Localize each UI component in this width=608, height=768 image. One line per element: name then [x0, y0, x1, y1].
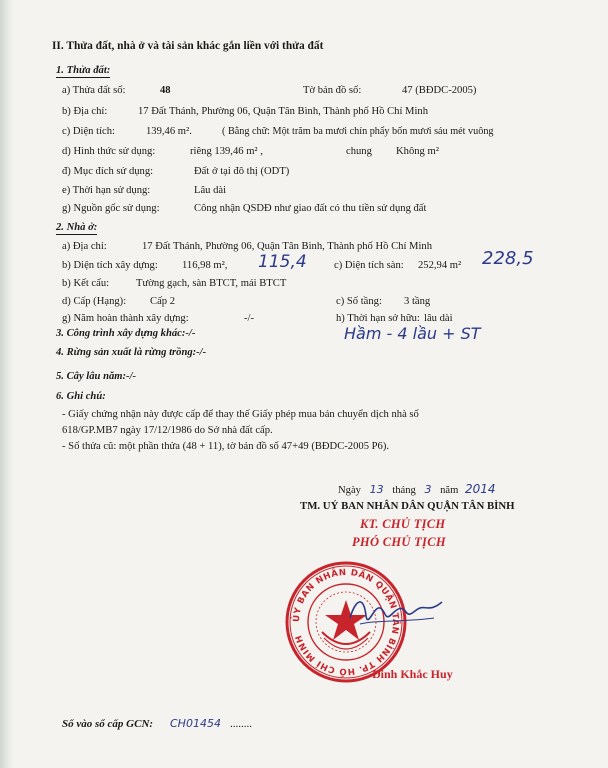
perennial-heading: 5. Cây lâu năm:-/-	[56, 371, 137, 382]
house-floors-label: c) Số tầng:	[336, 296, 382, 307]
house-completion-label: g) Năm hoàn thành xây dựng:	[62, 313, 189, 324]
land-area-value: 139,46 m².	[146, 126, 192, 137]
house-built-area-handwritten: 115,4	[258, 252, 307, 272]
land-parcel-label: a) Thửa đất số:	[62, 85, 126, 96]
land-term-label: e) Thời hạn sử dụng:	[62, 185, 151, 196]
land-heading: 1. Thửa đất:	[56, 65, 111, 76]
land-usage-private: riêng 139,46 m² ,	[190, 146, 263, 157]
land-usage-shared-value: Không m²	[396, 146, 439, 157]
notes-line-2: 618/GP.MB7 ngày 17/12/1986 do Sở nhà đất cấp.	[62, 425, 273, 436]
registry-dotted-line: ........	[230, 718, 252, 730]
house-address-label: a) Địa chỉ:	[62, 241, 107, 252]
seal-text: ỦY BAN NHÂN DÂN QUẬN TÂN BÌNH TP. HỒ CHÍ MINH	[291, 567, 401, 677]
land-area-words: ( Bằng chữ: Một trăm ba mươi chín phẩy bốn mươi sáu mét vuông	[222, 126, 494, 137]
house-floors-value: 3 tầng	[404, 296, 431, 307]
date-year-label: năm	[440, 485, 459, 496]
house-grade-label: d) Cấp (Hạng):	[62, 296, 127, 307]
house-completion-value: -/-	[244, 313, 254, 324]
signer-name: Đinh Khắc Huy	[372, 667, 453, 681]
land-term-value: Lâu dài	[194, 185, 227, 196]
page-edge-shadow	[0, 0, 14, 768]
date-prefix: Ngày	[338, 485, 361, 496]
date-year: 2014	[465, 482, 496, 496]
land-map-sheet-value: 47 (BĐDC-2005)	[402, 85, 477, 96]
construction-heading: 3. Công trình xây dựng khác:-/-	[56, 328, 196, 339]
land-origin-value: Công nhận QSDĐ như giao đất có thu tiền sử dụng đất	[194, 203, 427, 214]
house-ownership-term-value: lâu dài	[424, 313, 453, 324]
land-purpose-label: đ) Mục đích sử dụng:	[62, 166, 154, 177]
house-built-area-label: b) Diện tích xây dựng:	[62, 260, 158, 271]
registry-label: Số vào sổ cấp GCN:	[62, 718, 154, 730]
house-floor-area-handwritten: 228,5	[482, 248, 534, 269]
signature-icon	[346, 588, 446, 636]
forest-heading: 4. Rừng sản xuất là rừng trồng:-/-	[56, 347, 207, 358]
house-structure-label: b) Kết cấu:	[62, 278, 110, 289]
house-floor-area-label: c) Diện tích sàn:	[334, 260, 404, 271]
signature-date	[338, 483, 496, 497]
date-month: 3	[424, 483, 432, 496]
construction-handwritten-note: Hầm - 4 lầu + ST	[344, 324, 481, 343]
notes-line-1: - Giấy chứng nhận này được cấp để thay thế Giấy phép mua bán chuyển dịch nhà số	[62, 409, 419, 420]
date-month-label: tháng	[392, 485, 416, 496]
signature-authority: TM. UỶ BAN NHÂN DÂN QUẬN TÂN BÌNH	[300, 500, 515, 512]
land-area-label: c) Diện tích:	[62, 126, 115, 137]
registry-value: CH01454	[170, 717, 221, 730]
land-usage-form-label: d) Hình thức sử dụng:	[62, 146, 156, 157]
house-floor-area-value: 252,94 m²	[418, 260, 462, 271]
house-built-area-value: 116,98 m²,	[182, 260, 228, 271]
land-address-label: b) Địa chỉ:	[62, 106, 108, 117]
notes-line-3: - Số thửa cũ: một phần thửa (48 + 11), tờ bản đồ số 47+49 (BĐDC-2005 P6).	[62, 441, 390, 452]
house-ownership-term-label: h) Thời hạn sở hữu:	[336, 313, 420, 324]
land-map-sheet-label: Tờ bản đồ số:	[303, 85, 362, 96]
land-parcel-value: 48	[160, 85, 171, 96]
signature-title-1: KT. CHỦ TỊCH	[360, 517, 446, 531]
date-day: 13	[369, 483, 384, 496]
house-grade-value: Cấp 2	[150, 296, 176, 307]
land-purpose-value: Đất ở tại đô thị (ODT)	[194, 166, 290, 177]
house-structure-value: Tường gạch, sàn BTCT, mái BTCT	[136, 278, 287, 289]
signature-title-2: PHÓ CHỦ TỊCH	[352, 535, 446, 549]
notes-heading: 6. Ghi chú:	[56, 391, 106, 402]
house-heading: 2. Nhà ở:	[56, 222, 98, 233]
land-address-value: 17 Đất Thánh, Phường 06, Quận Tân Bình, Thành phố Hồ Chí Minh	[138, 106, 429, 117]
house-address-value: 17 Đất Thánh, Phường 06, Quận Tân Bình, Thành phố Hồ Chí Minh	[142, 241, 433, 252]
section-title: II. Thửa đất, nhà ở và tài sản khác gắn liền với thửa đất	[52, 40, 324, 52]
land-usage-shared-label: chung	[346, 146, 372, 157]
land-origin-label: g) Nguồn gốc sử dụng:	[62, 203, 160, 214]
